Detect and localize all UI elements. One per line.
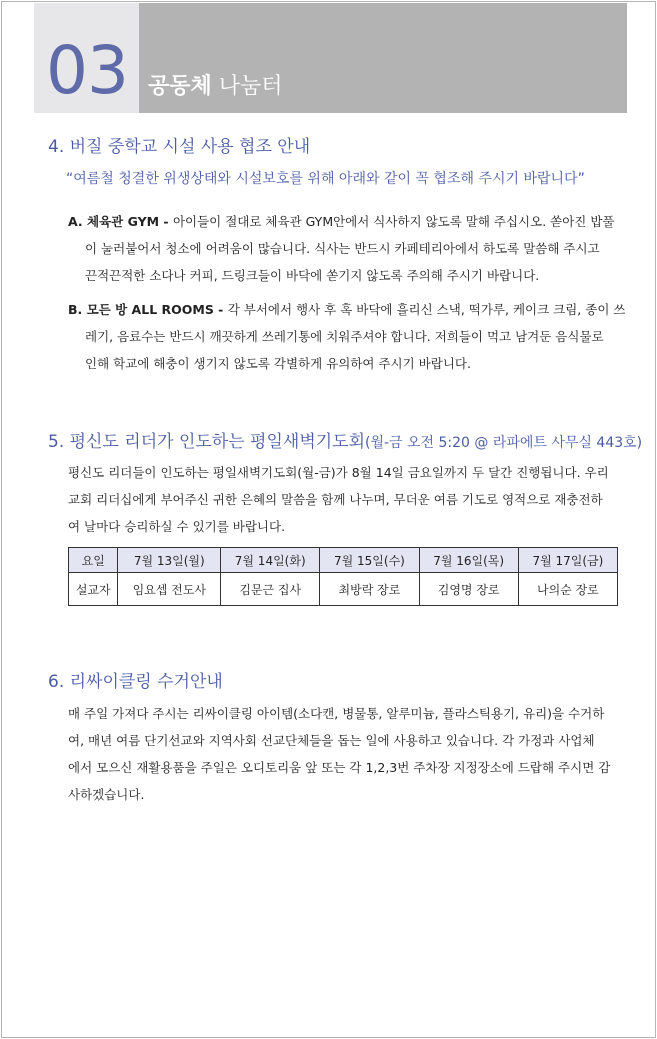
table-header-cell: 7월 15일(수) [320,548,419,573]
page-title-bold: 공동체 [148,74,212,99]
table-header-cell: 7월 13일(월) [118,548,221,573]
table-cell: 최방락 장로 [320,573,419,606]
table-row [69,573,618,606]
section-5-line-3: 여 날마다 승리하실 수 있기를 바랍니다. [68,519,286,534]
section-5-paragraph [68,459,624,540]
item-b-label: B. 모든 방 ALL ROOMS - [68,302,228,317]
section-6-line-4: 사하겠습니다. [68,787,145,802]
section-4-title: 4. 버질 중학교 시설 사용 협조 안내 [48,137,311,157]
item-b-line-1: 각 부서에서 행사 후 혹 바닥에 흘리신 스낵, 떡가루, 케이크 크림, 종이 쓰 [227,302,626,317]
schedule-table [68,547,618,606]
item-b-line-3: 인해 학교에 해충이 생기지 않도록 각별하게 유의하여 주시기 바랍니다. [85,356,471,371]
section-5-line-1: 평신도 리더들이 인도하는 평일새벽기도회(월-금)가 8월 14일 금요일까지 두 달간 진행됩니다. 우리 [68,465,609,480]
table-header-row [69,548,618,573]
section-6-line-3: 에서 모으신 재활용품을 주일은 오디토리움 앞 또는 각 1,2,3번 주차장 지정장소에 드랍해 주시면 감 [68,760,611,775]
section-5-line-2: 교회 리더십에게 부어주신 귀한 은혜의 말씀을 함께 나누며, 무더운 여름 기도로 영적으로 재충전하 [68,492,603,507]
item-a-label: A. 체육관 GYM - [68,214,173,229]
table-cell: 김영명 장로 [419,573,518,606]
table-cell: 나의순 장로 [518,573,617,606]
table-header-cell: 7월 17일(금) [518,548,617,573]
section-5-title-main: 5. 평신도 리더가 인도하는 평일새벽기도회 [48,432,366,452]
item-a-line-3: 끈적끈적한 소다나 커피, 드링크들이 바닥에 쏟기지 않도록 주의해 주시기 바랍니다. [85,268,540,283]
table-header-cell: 7월 16일(목) [419,548,518,573]
page-title [148,72,283,102]
table-header-cell: 7월 14일(화) [221,548,320,573]
section-6-line-2: 여, 매년 여름 단기선교와 지역사회 선교단체들을 돕는 일에 사용하고 있습니다. 각 가정과 사업체 [68,733,595,748]
section-6-paragraph [68,700,624,808]
table-cell: 김문근 집사 [221,573,320,606]
section-4-quote: “여름철 청결한 위생상태와 시설보호를 위해 아래와 같이 꼭 협조해 주시기 바랍니다” [66,171,585,187]
table-cell: 설교자 [69,573,118,606]
section-5-title-detail: (월-금 오전 5:20 @ 라파에트 사무실 443호) [365,435,643,451]
section-6-title: 6. 리싸이클링 수거안내 [48,672,223,692]
section-5-title [48,430,642,455]
item-b [68,296,624,377]
item-a-line-1: 아이들이 절대로 체육관 GYM안에서 식사하지 않도록 말해 주십시오. 쏟아진 밥풀 [172,214,615,229]
item-a [68,208,624,289]
table-cell: 임요셉 전도사 [118,573,221,606]
table-header-cell: 요일 [69,548,118,573]
section-6-line-1: 매 주일 가져다 주시는 리싸이클링 아이템(소다캔, 병물통, 알루미늄, 플라스틱용기, 유리)을 수거하 [68,706,605,721]
item-a-line-2: 이 눌러붙어서 청소에 어려움이 많습니다. 식사는 반드시 카페테리아에서 하도록 말씀해 주시고 [85,241,600,256]
item-b-line-2: 레기, 음료수는 반드시 깨끗하게 쓰레기통에 치워주셔야 합니다. 저희들이 먹고 남겨둔 음식물로 [85,329,604,344]
page-title-light: 나눔터 [211,74,283,99]
section-number: 03 [46,32,128,109]
